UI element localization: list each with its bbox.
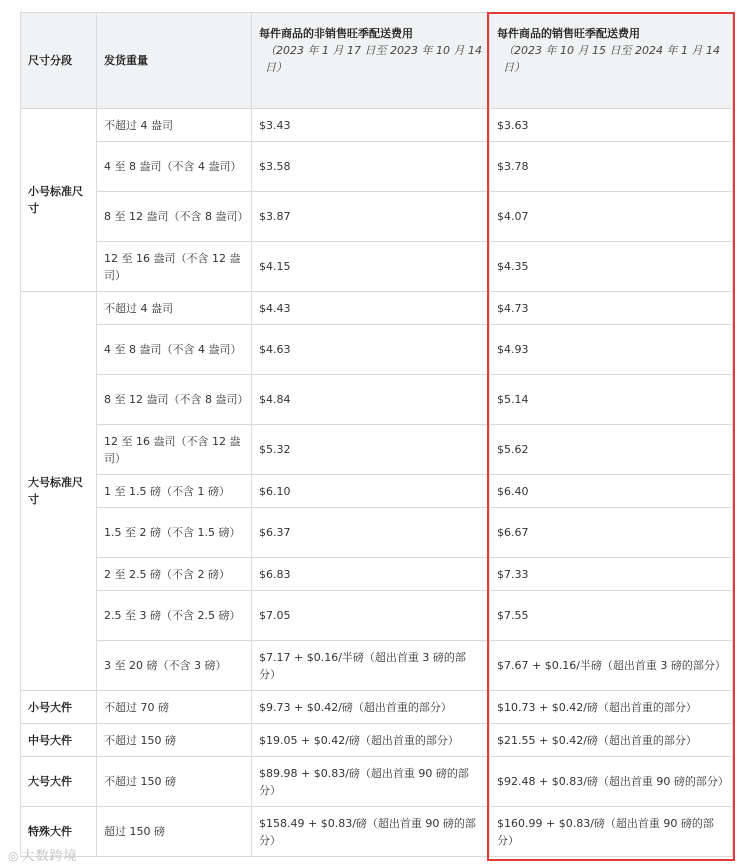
header-size-tier: 尺寸分段 (21, 13, 97, 109)
table-row (21, 109, 733, 142)
weight-cell: 不超过 150 磅 (97, 724, 252, 757)
size-tier-cell: 中号大件 (21, 724, 97, 757)
offpeak-fee-cell: $9.73 + $0.42/磅（超出首重的部分） (252, 691, 490, 724)
offpeak-fee-cell: $3.43 (252, 109, 490, 142)
table-row (21, 192, 733, 242)
header-row (21, 13, 733, 109)
table-row (21, 724, 733, 757)
table-row (21, 325, 733, 375)
offpeak-fee-cell: $6.83 (252, 558, 490, 591)
offpeak-period: （2023 年 1 月 17 日至 2023 年 10 月 14 日） (265, 44, 482, 74)
offpeak-fee-cell: $7.17 + $0.16/半磅（超出首重 3 磅的部分） (252, 641, 490, 691)
peak-fee-cell: $4.73 (490, 292, 733, 325)
weight-cell: 8 至 12 盎司（不含 8 盎司） (97, 192, 252, 242)
table-row (21, 558, 733, 591)
offpeak-fee-cell: $4.63 (252, 325, 490, 375)
weight-cell: 不超过 70 磅 (97, 691, 252, 724)
peak-fee-cell: $3.78 (490, 142, 733, 192)
offpeak-fee-cell: $158.49 + $0.83/磅（超出首重 90 磅的部分） (252, 807, 490, 857)
header-offpeak-fee (252, 13, 490, 109)
size-tier-cell: 大号标准尺寸 (21, 292, 97, 691)
table-body (21, 109, 733, 857)
weight-cell: 超过 150 磅 (97, 807, 252, 857)
peak-fee-cell: $4.07 (490, 192, 733, 242)
peak-fee-cell: $4.93 (490, 325, 733, 375)
table-row (21, 475, 733, 508)
offpeak-fee-cell: $6.10 (252, 475, 490, 508)
table-row (21, 425, 733, 475)
offpeak-fee-cell: $19.05 + $0.42/磅（超出首重的部分） (252, 724, 490, 757)
offpeak-fee-cell: $5.32 (252, 425, 490, 475)
watermark-text: 大数跨境 (21, 849, 78, 864)
weight-cell: 1.5 至 2 磅（不含 1.5 磅） (97, 508, 252, 558)
size-tier-cell: 大号大件 (21, 757, 97, 807)
peak-fee-cell: $3.63 (490, 109, 733, 142)
table-row (21, 691, 733, 724)
offpeak-fee-cell: $4.84 (252, 375, 490, 425)
weight-cell: 3 至 20 磅（不含 3 磅） (97, 641, 252, 691)
offpeak-fee-cell: $3.87 (252, 192, 490, 242)
weight-cell: 2.5 至 3 磅（不含 2.5 磅） (97, 591, 252, 641)
weight-cell: 12 至 16 盎司（不含 12 盎司） (97, 242, 252, 292)
offpeak-title: 每件商品的非销售旺季配送费用 (259, 27, 413, 40)
table-row (21, 242, 733, 292)
fee-table-container (20, 12, 732, 857)
peak-fee-cell: $4.35 (490, 242, 733, 292)
peak-fee-cell: $5.14 (490, 375, 733, 425)
offpeak-fee-cell: $4.15 (252, 242, 490, 292)
table-row (21, 757, 733, 807)
offpeak-fee-cell: $7.05 (252, 591, 490, 641)
peak-fee-cell: $160.99 + $0.83/磅（超出首重 90 磅的部分） (490, 807, 733, 857)
peak-fee-cell: $6.67 (490, 508, 733, 558)
table-row (21, 591, 733, 641)
weight-cell: 1 至 1.5 磅（不含 1 磅） (97, 475, 252, 508)
offpeak-fee-cell: $3.58 (252, 142, 490, 192)
peak-fee-cell: $92.48 + $0.83/磅（超出首重 90 磅的部分） (490, 757, 733, 807)
weight-cell: 4 至 8 盎司（不含 4 盎司） (97, 325, 252, 375)
watermark-logo-icon: ◎ (8, 849, 20, 863)
peak-fee-cell: $6.40 (490, 475, 733, 508)
weight-cell: 12 至 16 盎司（不含 12 盎司） (97, 425, 252, 475)
weight-cell: 2 至 2.5 磅（不含 2 磅） (97, 558, 252, 591)
weight-cell: 不超过 4 盎司 (97, 292, 252, 325)
weight-cell: 8 至 12 盎司（不含 8 盎司） (97, 375, 252, 425)
table-row (21, 142, 733, 192)
peak-title: 每件商品的销售旺季配送费用 (497, 27, 640, 40)
peak-period: （2023 年 10 月 15 日至 2024 年 1 月 14 日） (503, 44, 720, 74)
header-shipping-weight: 发货重量 (97, 13, 252, 109)
table-row (21, 508, 733, 558)
peak-fee-cell: $21.55 + $0.42/磅（超出首重的部分） (490, 724, 733, 757)
peak-fee-cell: $7.55 (490, 591, 733, 641)
weight-cell: 不超过 150 磅 (97, 757, 252, 807)
weight-cell: 4 至 8 盎司（不含 4 盎司） (97, 142, 252, 192)
peak-fee-cell: $7.67 + $0.16/半磅（超出首重 3 磅的部分） (490, 641, 733, 691)
offpeak-fee-cell: $6.37 (252, 508, 490, 558)
peak-fee-cell: $7.33 (490, 558, 733, 591)
table-row (21, 292, 733, 325)
peak-fee-cell: $5.62 (490, 425, 733, 475)
table-row (21, 807, 733, 857)
offpeak-fee-cell: $89.98 + $0.83/磅（超出首重 90 磅的部分） (252, 757, 490, 807)
offpeak-fee-cell: $4.43 (252, 292, 490, 325)
size-tier-cell: 特殊大件 (21, 807, 97, 857)
size-tier-cell: 小号大件 (21, 691, 97, 724)
size-tier-cell: 小号标准尺寸 (21, 109, 97, 292)
fba-fee-table (20, 12, 733, 857)
table-row (21, 375, 733, 425)
table-row (21, 641, 733, 691)
header-peak-fee (490, 13, 733, 109)
peak-fee-cell: $10.73 + $0.42/磅（超出首重的部分） (490, 691, 733, 724)
watermark (8, 845, 78, 864)
table-header (21, 13, 733, 109)
weight-cell: 不超过 4 盎司 (97, 109, 252, 142)
